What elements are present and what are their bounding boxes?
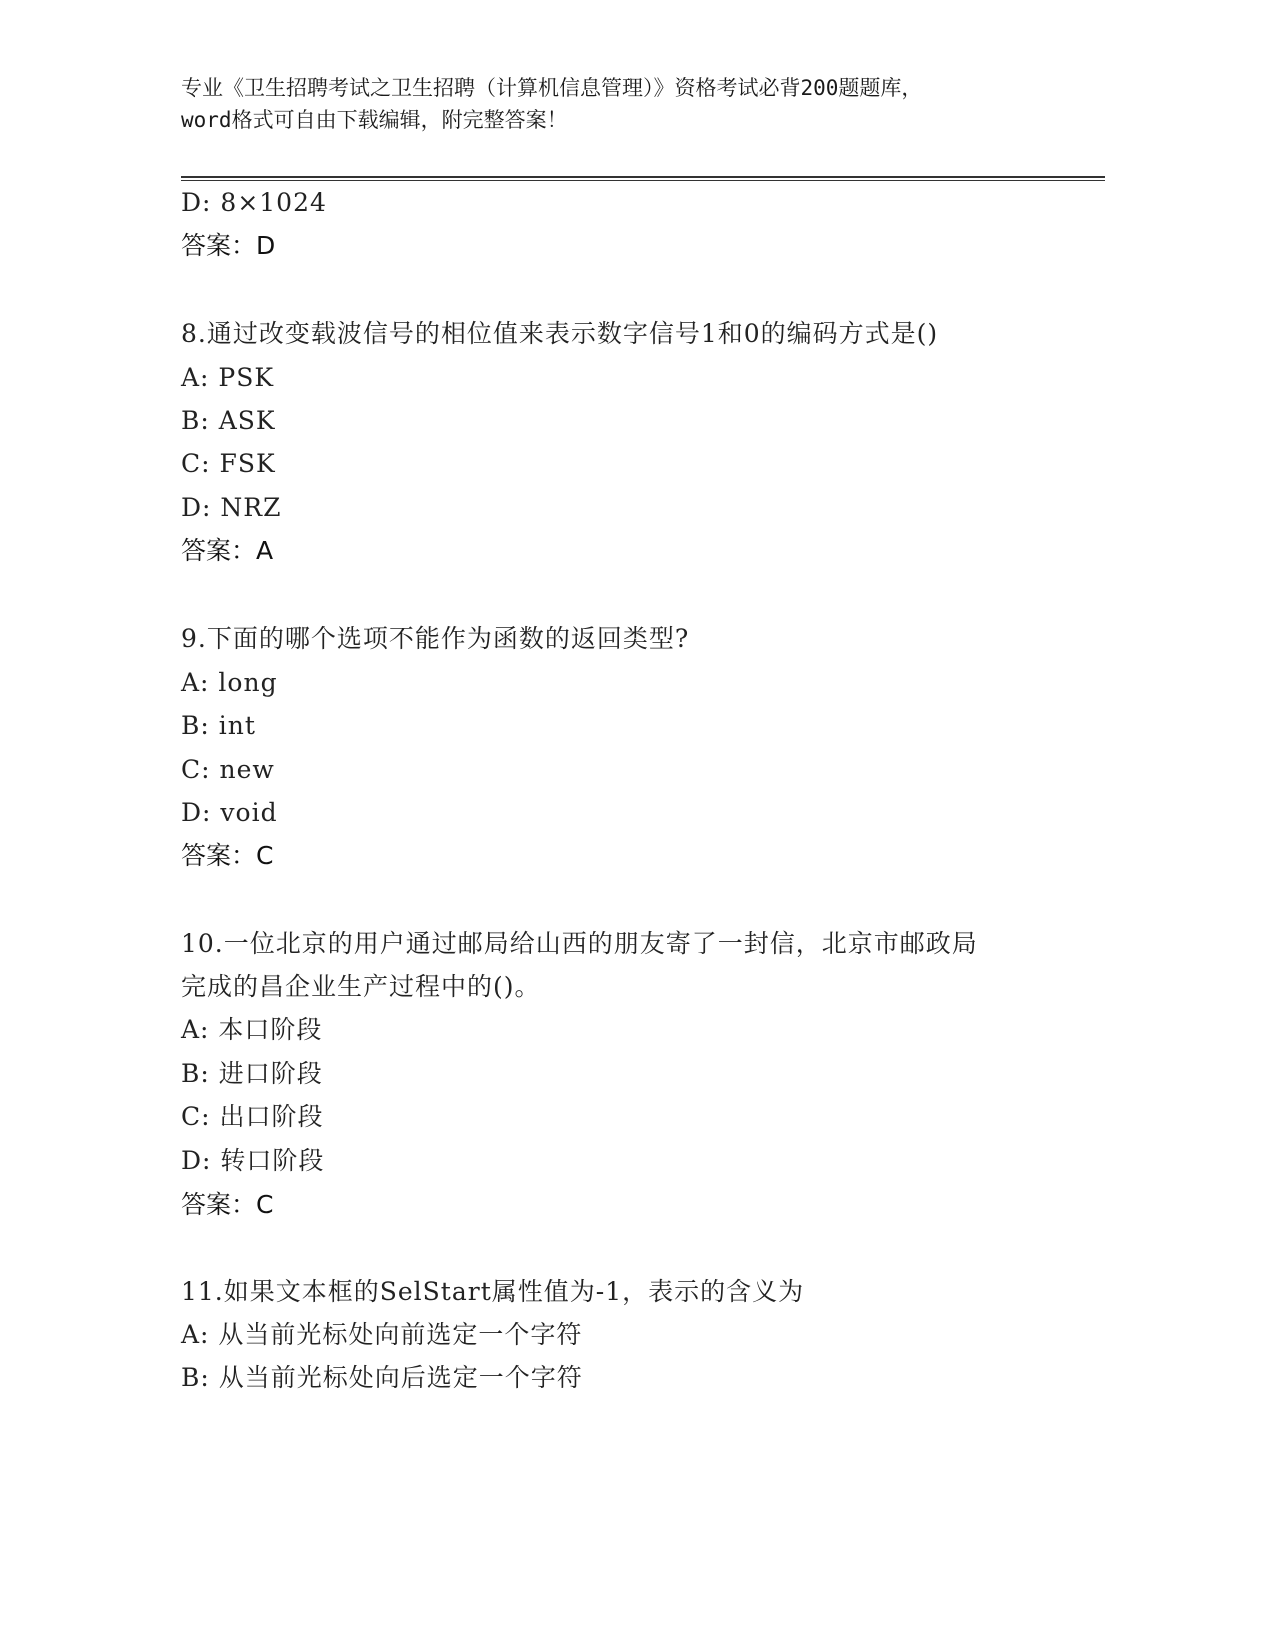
question-9-option-c: C: new [181, 755, 275, 784]
question-8-answer: 答案：A [181, 536, 274, 565]
question-8-stem: 8.通过改变载波信号的相位值来表示数字信号1和0的编码方式是() [181, 319, 939, 348]
question-10-stem-line-1: 10.一位北京的用户通过邮局给山西的朋友寄了一封信，北京市邮政局 [181, 929, 978, 958]
question-9-answer: 答案：C [181, 841, 274, 870]
question-10-option-a: A: 本口阶段 [181, 1015, 323, 1044]
prev-option-d: D: 8×1024 [181, 188, 327, 217]
header-line-2: word格式可自由下载编辑，附完整答案！ [181, 108, 568, 132]
question-10-stem-line-2: 完成的昌企业生产过程中的()。 [181, 972, 541, 1001]
header-divider [181, 176, 1105, 181]
question-11-option-b: B: 从当前光标处向后选定一个字符 [181, 1363, 583, 1392]
document-header [181, 72, 1081, 136]
question-9-option-a: A: long [181, 668, 278, 697]
question-9-option-d: D: void [181, 798, 278, 827]
question-10-option-d: D: 转口阶段 [181, 1146, 325, 1175]
question-8-option-b: B: ASK [181, 406, 276, 435]
question-8-option-d: D: NRZ [181, 493, 282, 522]
header-line-1: 专业《卫生招聘考试之卫生招聘（计算机信息管理）》资格考试必背200题题库， [181, 76, 923, 100]
question-8-option-c: C: FSK [181, 449, 276, 478]
prev-answer: 答案：D [181, 231, 276, 260]
question-10-answer: 答案：C [181, 1190, 274, 1219]
question-9-option-b: B: int [181, 711, 256, 740]
question-10-option-c: C: 出口阶段 [181, 1102, 324, 1131]
question-9-stem: 9.下面的哪个选项不能作为函数的返回类型? [181, 624, 690, 653]
question-11-option-a: A: 从当前光标处向前选定一个字符 [181, 1320, 583, 1349]
question-8-option-a: A: PSK [181, 363, 275, 392]
question-10-option-b: B: 进口阶段 [181, 1059, 323, 1088]
question-11-stem: 11.如果文本框的SelStart属性值为-1，表示的含义为 [181, 1277, 805, 1306]
